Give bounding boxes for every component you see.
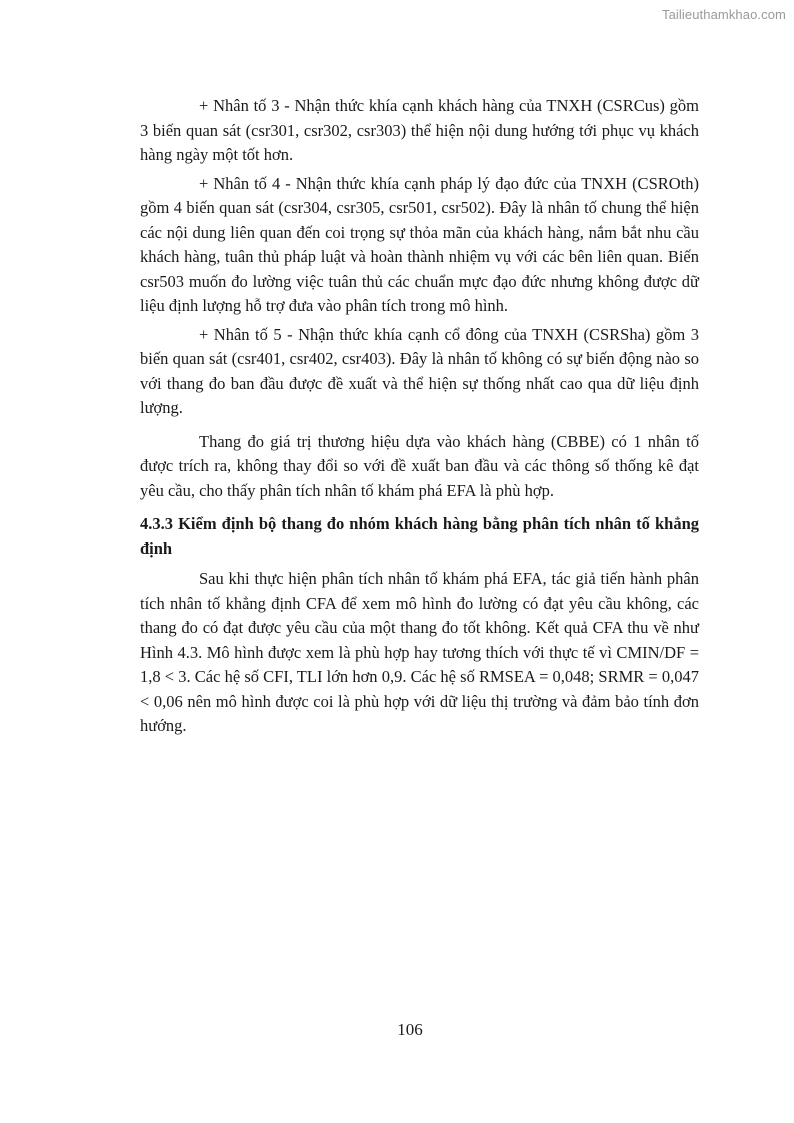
watermark: Tailieuthamkhao.com	[661, 7, 786, 22]
paragraph-cfa-results: Sau khi thực hiện phân tích nhân tố khám phá EFA, tác giả tiến hành phân tích nhân tố khẳng định CFA để xem mô hình đo lường có đạt yêu cầu không, các thang đo có đạt được yêu cầu của một thang đo tốt không. Kết quả CFA thu về như Hình 4.3. Mô hình được xem là phù hợp hay tương thích với thực tế vì CMIN/DF = 1,8 < 3. Các hệ số CFI, TLI lớn hơn 0,9. Các hệ số RMSEA = 0,048; SRMR = 0,047 < 0,06 nên mô hình được coi là phù hợp với dữ liệu thị trường và đảm bảo tính đơn hướng.	[140, 569, 699, 735]
section-heading: 4.3.3 Kiểm định bộ thang đo nhóm khách hàng bằng phân tích nhân tố khẳng định	[140, 514, 699, 558]
page-number: 106	[397, 1020, 423, 1039]
paragraph-factor-3: + Nhân tố 3 - Nhận thức khía cạnh khách hàng của TNXH (CSRCus) gồm 3 biến quan sát (csr301, csr302, csr303) thể hiện nội dung hướng tới phục vụ khách hàng ngày một tốt hơn.	[140, 96, 699, 164]
paragraph-factor-5: + Nhân tố 5 - Nhận thức khía cạnh cổ đông của TNXH (CSRSha) gồm 3 biến quan sát (csr401, csr402, csr403). Đây là nhân tố không có sự biến động nào so với thang đo ban đầu được đề xuất và thể hiện sự thống nhất cao qua dữ liệu định lượng.	[140, 324, 699, 417]
document-body	[140, 94, 699, 743]
paragraph-factor-4: + Nhân tố 4 - Nhận thức khía cạnh pháp lý đạo đức của TNXH (CSROth) gồm 4 biến quan sát (csr304, csr305, csr501, csr502). Đây là nhân tố chung thể hiện các nội dung liên quan đến coi trọng sự thỏa mãn của khách hàng, nắm bắt nhu cầu khách hàng, tuân thủ pháp luật và hoàn thành nhiệm vụ với các bên liên quan. Biến csr503 muốn đo lường việc tuân thủ các chuẩn mực đạo đức nhưng không được dữ liệu định lượng hỗ trợ đưa vào phân tích trong mô hình.	[140, 173, 699, 315]
paragraph-cbbe-scale: Thang đo giá trị thương hiệu dựa vào khách hàng (CBBE) có 1 nhân tố được trích ra, không thay đổi so với đề xuất ban đầu và các thông số thống kê đạt yêu cầu, cho thấy phân tích nhân tố khám phá EFA là phù hợp.	[140, 431, 699, 500]
